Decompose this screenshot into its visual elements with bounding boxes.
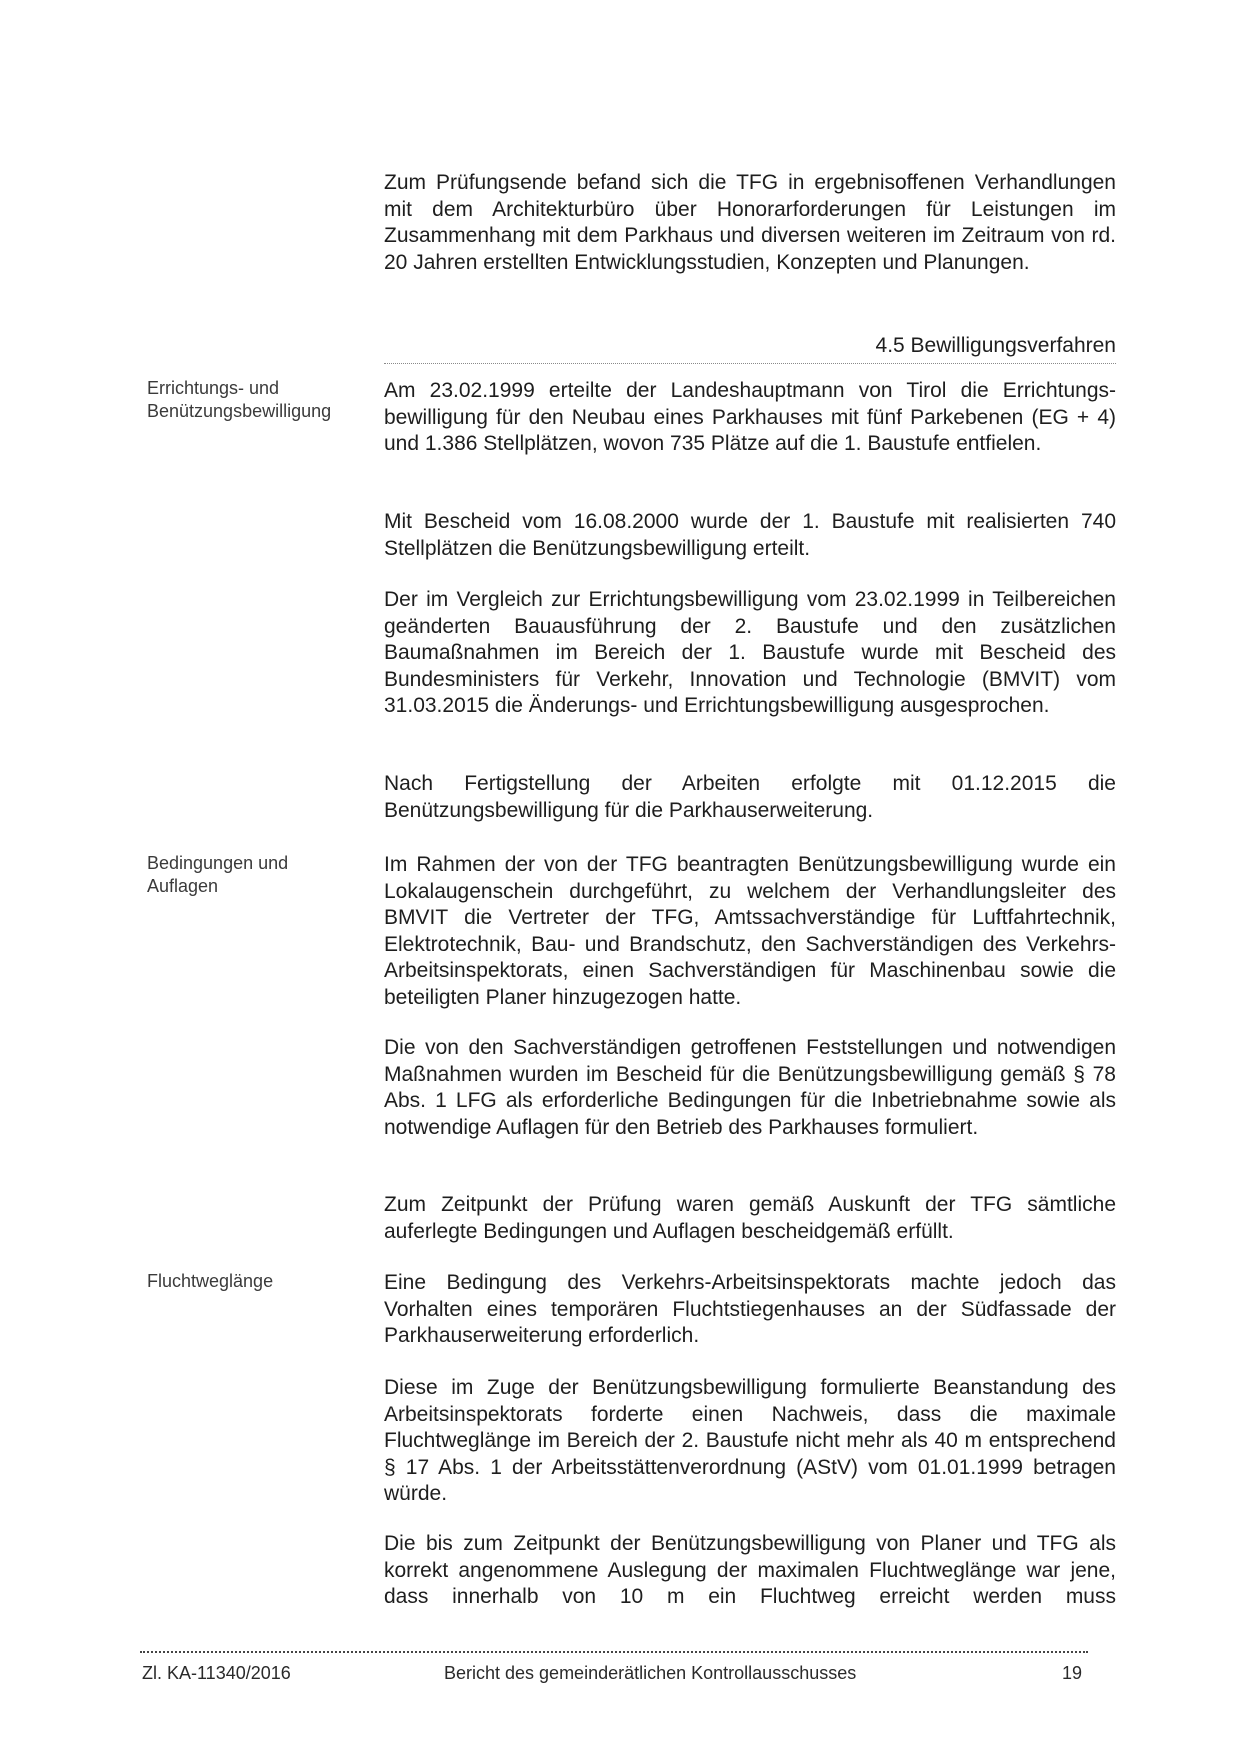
- sidenote-bedingungen: [147, 852, 377, 898]
- sidenote-bedingungen-line2: Auflagen: [147, 876, 219, 896]
- paragraph-bescheid-2000: Mit Bescheid vom 16.08.2000 wurde der 1. Baustufe mit realisierten 740 Stellplätzen die Benützungsbewilligung erteilt.: [384, 510, 1116, 560]
- sidenote-errichtung: [147, 377, 377, 423]
- paragraph-bedingung-arbeitsinspektorat: Eine Bedingung des Verkehrs-Arbeitsinspektorats machte jedoch das Vorhalten eines temporären Fluchtstiegenhauses an der Südfassade der Parkhauserweiterung erforderlich.: [384, 1271, 1116, 1347]
- paragraph-beanstandung: Diese im Zuge der Benützungsbewilligung formulierte Beanstandung des Arbeitsinspektorats forderte einen Nachweis, dass die maximale Fluchtweglänge im Bereich der 2. Baustufe nicht mehr als 40 m entsprechend § 17 Abs. 1 der Arbeitsstättenverordnung (AStV) vom 01.01.1999 betragen würde.: [384, 1376, 1116, 1505]
- footer-reference: Zl. KA-11340/2016: [142, 1663, 291, 1683]
- paragraph-fertigstellung: Nach Fertigstellung der Arbeiten erfolgte mit 01.12.2015 die Benützungsbewilligung für die Parkhauserweiterung.: [384, 772, 1116, 822]
- sidenote-bedingungen-line1: Bedingungen und: [147, 853, 289, 873]
- sidenote-errichtung-line2: Benützungsbewilligung: [147, 401, 332, 421]
- paragraph-feststellungen: Die von den Sachverständigen getroffenen Feststellungen und notwendigen Maßnahmen wurden im Bescheid für die Benützungsbewilligung gemäß § 78 Abs. 1 LFG als erforderliche Bedingungen für die Inbetriebnahme sowie als notwendige Auflagen für den Betrieb des Parkhauses formuliert.: [384, 1036, 1116, 1139]
- page-number: 19: [1062, 1663, 1083, 1683]
- footer-divider: [140, 1651, 1088, 1653]
- paragraph-errichtungsbewilligung: Am 23.02.1999 erteilte der Landeshauptmann von Tirol die Errichtungs-bewilligung für den Neubau eines Parkhauses mit fünf Parkebenen (EG + 4) und 1.386 Stellplätzen, wovon 735 Plätze auf die 1. Baustufe entfielen.: [384, 379, 1116, 455]
- sidenote-errichtung-line1: Errichtungs- und: [147, 378, 280, 398]
- paragraph-auslegung: Die bis zum Zeitpunkt der Benützungsbewilligung von Planer und TFG als korrekt angenommene Auslegung der maximalen Fluchtweglänge war jene, dass innerhalb von 10 m ein Fluchtweg erreicht werden muss: [384, 1532, 1116, 1608]
- section-heading: 4.5 Bewilligungsverfahren: [875, 334, 1116, 357]
- paragraph-verhandlungen: Zum Prüfungsende befand sich die TFG in ergebnisoffenen Verhandlungen mit dem Architekturbüro über Honorarforderungen für Leistungen im Zusammenhang mit dem Parkhaus und diversen weiteren im Zeitraum von rd. 20 Jahren erstellten Entwicklungsstudien, Konzepten und Planungen.: [384, 171, 1116, 274]
- paragraph-aenderungsbewilligung: Der im Vergleich zur Errichtungsbewilligung vom 23.02.1999 in Teilbereichen geänderten Bauausführung der 2. Baustufe und den zusätzlichen Baumaßnahmen im Bereich der 1. Baustufe wurde mit Bescheid des Bundesministers für Verkehr, Innovation und Technologie (BMVIT) vom 31.03.2015 die Änderungs- und Errichtungsbewilligung ausgesprochen.: [384, 588, 1116, 717]
- footer-title: Bericht des gemeinderätlichen Kontrollausschusses: [444, 1663, 857, 1683]
- paragraph-lokalaugenschein: Im Rahmen der von der TFG beantragten Benützungsbewilligung wurde ein Lokalaugenschein durchgeführt, zu welchem der Verhandlungsleiter des BMVIT die Vertreter der TFG, Amtssachverständige für Luftfahrtechnik, Elektrotechnik, Bau- und Brandschutz, den Sachverständigen des Verkehrs-Arbeitsinspektorats, einen Sachverständigen für Maschinenbau sowie die beteiligten Planer hinzugezogen hatte.: [384, 853, 1116, 1009]
- paragraph-zeitpunkt-pruefung: Zum Zeitpunkt der Prüfung waren gemäß Auskunft der TFG sämtliche auferlegte Bedingungen und Auflagen bescheidgemäß erfüllt.: [384, 1193, 1116, 1243]
- sidenote-fluchtweglaenge: Fluchtweglänge: [147, 1271, 274, 1291]
- heading-divider: [384, 363, 1116, 364]
